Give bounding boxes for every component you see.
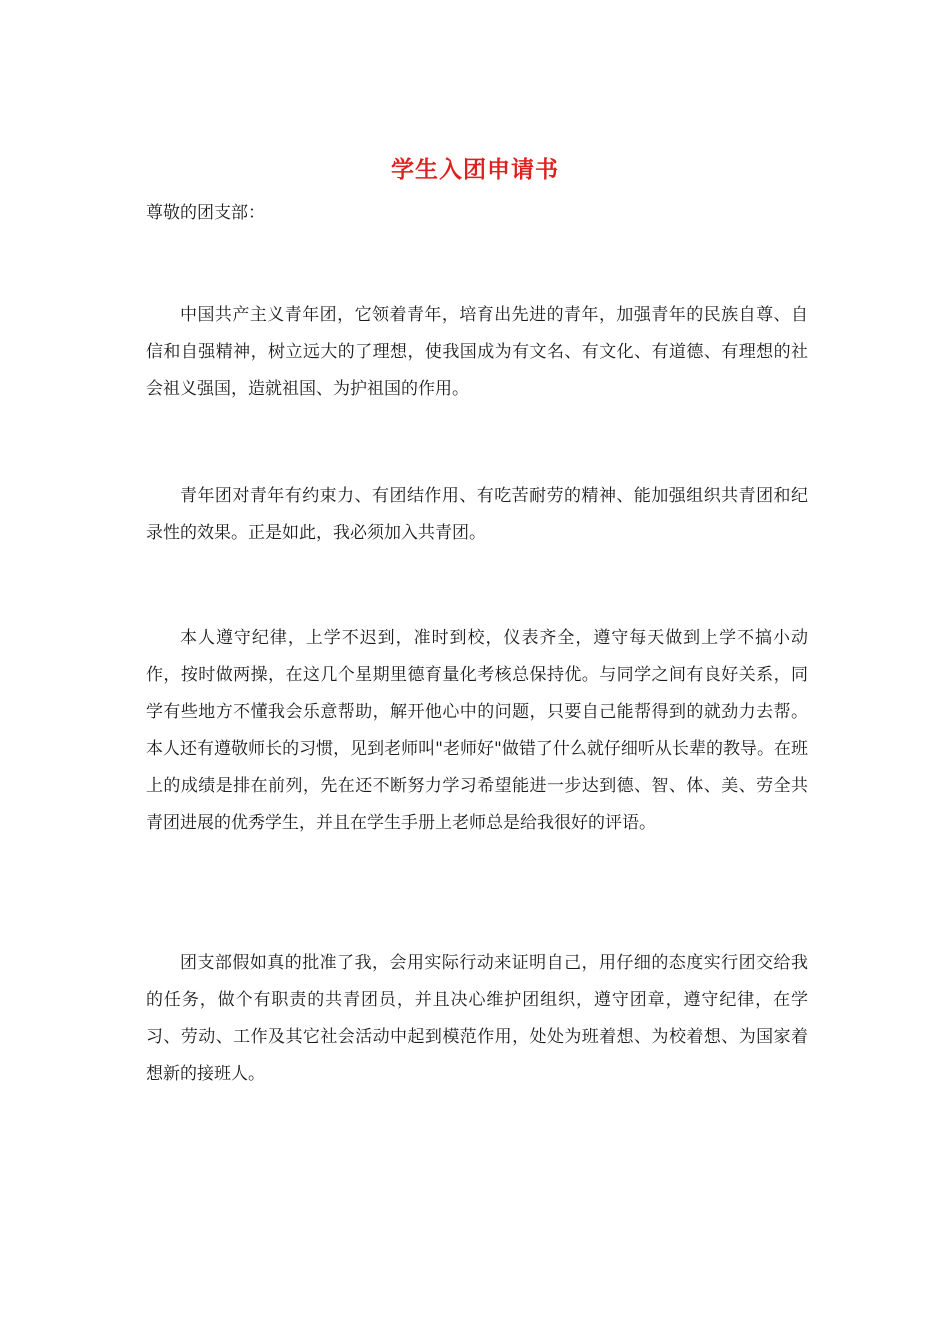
- paragraph-1: 中国共产主义青年团，它领着青年，培育出先进的青年，加强青年的民族自尊、自信和自强精神，树立远大的了理想，使我国成为有文名、有文化、有道德、有理想的社会祖义强国，造就祖国、为护祖国的作用。: [146, 305, 808, 399]
- paragraph-2: 青年团对青年有约束力、有团结作用、有吃苦耐劳的精神、能加强组织共青团和纪录性的效果。正是如此，我必须加入共青团。: [146, 486, 808, 543]
- document-title: 学生入团申请书: [391, 156, 559, 183]
- paragraph-3: 本人遵守纪律，上学不迟到，准时到校，仪表齐全，遵守每天做到上学不搞小动作，按时做两操，在这几个星期里德育量化考核总保持优。与同学之间有良好关系，同学有些地方不懂我会乐意帮助，解开他心中的问题，只要自己能帮得到的就劲力去帮。本人还有遵敬师长的习惯，见到老师叫"老师好"做错了什么就仔细听从长辈的教导。在班上的成绩是排在前列，先在还不断努力学习希望能进一步达到德、智、体、美、劳全共青团进展的优秀学生，并且在学生手册上老师总是给我很好的评语。: [146, 628, 808, 833]
- salutation: 尊敬的团支部：: [146, 203, 265, 223]
- paragraph-4: 团支部假如真的批准了我，会用实际行动来证明自己，用仔细的态度实行团交给我的任务，做个有职责的共青团员，并且决心维护团组织，遵守团章，遵守纪律，在学习、劳动、工作及其它社会活动中起到模范作用，处处为班着想、为校着想、为国家着想新的接班人。: [146, 953, 808, 1084]
